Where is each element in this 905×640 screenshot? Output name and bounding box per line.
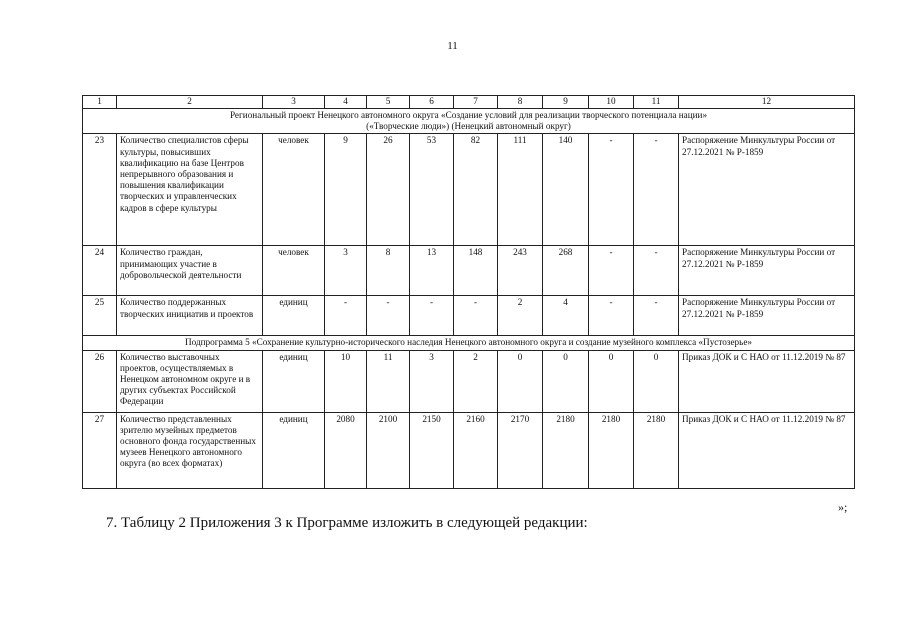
- instruction-paragraph: 7. Таблицу 2 Приложения 3 к Программе изложить в следующей редакции:: [106, 515, 588, 531]
- value-cell: 2080: [325, 412, 367, 488]
- value-cell: 4: [543, 296, 589, 336]
- value-cell: -: [325, 296, 367, 336]
- value-cell: 243: [498, 246, 543, 296]
- value-cell: 82: [454, 134, 498, 246]
- column-number: 5: [367, 96, 410, 109]
- value-cell: 9: [325, 134, 367, 246]
- indicator-name: Количество представленных зрителю музейных предметов основного фонда государственных музеев Ненецкого автономного округа (во всех форматах): [117, 412, 263, 488]
- value-cell: -: [589, 134, 634, 246]
- section-heading-line: Региональный проект Ненецкого автономного округа «Создание условий для реализации творческого потенциала нации»: [229, 110, 708, 120]
- value-cell: 13: [410, 246, 454, 296]
- section-row: [83, 109, 855, 134]
- indicator-name: Количество выставочных проектов, осуществляемых в Ненецком автономном округе и в других субъектах Российской Федерации: [117, 350, 263, 412]
- value-cell: 2160: [454, 412, 498, 488]
- value-cell: 2180: [589, 412, 634, 488]
- value-cell: 140: [543, 134, 589, 246]
- row-number: 27: [83, 412, 117, 488]
- source-document: Распоряжение Минкультуры России от 27.12.2021 № Р-1859: [679, 296, 855, 336]
- value-cell: 26: [367, 134, 410, 246]
- value-cell: 3: [410, 350, 454, 412]
- value-cell: 2: [498, 296, 543, 336]
- column-number: 8: [498, 96, 543, 109]
- table-row: [83, 412, 855, 488]
- section-heading-line: («Творческие люди») (Ненецкий автономный округ): [366, 121, 571, 132]
- column-number-row: [83, 96, 855, 109]
- unit: единиц: [263, 412, 325, 488]
- column-number: 7: [454, 96, 498, 109]
- section-heading: [83, 109, 855, 134]
- value-cell: 10: [325, 350, 367, 412]
- closing-quote: »;: [838, 500, 848, 514]
- column-number: 12: [679, 96, 855, 109]
- column-number: 9: [543, 96, 589, 109]
- unit: человек: [263, 246, 325, 296]
- column-number: 11: [634, 96, 679, 109]
- value-cell: -: [589, 296, 634, 336]
- unit: человек: [263, 134, 325, 246]
- table-row: [83, 350, 855, 412]
- value-cell: -: [367, 296, 410, 336]
- column-number: 10: [589, 96, 634, 109]
- value-cell: -: [454, 296, 498, 336]
- table-row: [83, 246, 855, 296]
- section-row: [83, 336, 855, 350]
- value-cell: 2170: [498, 412, 543, 488]
- column-number: 3: [263, 96, 325, 109]
- value-cell: 2150: [410, 412, 454, 488]
- value-cell: 0: [498, 350, 543, 412]
- column-number: 1: [83, 96, 117, 109]
- source-document: Распоряжение Минкультуры России от 27.12.2021 № Р-1859: [679, 134, 855, 246]
- section-heading: Подпрограмма 5 «Сохранение культурно-исторического наследия Ненецкого автономного округа и создание музейного комплекса «Пустозерье»: [83, 336, 855, 350]
- source-document: Приказ ДОК и С НАО от 11.12.2019 № 87: [679, 412, 855, 488]
- value-cell: 8: [367, 246, 410, 296]
- column-number: 4: [325, 96, 367, 109]
- value-cell: 148: [454, 246, 498, 296]
- table-row: [83, 296, 855, 336]
- value-cell: -: [410, 296, 454, 336]
- row-number: 25: [83, 296, 117, 336]
- table-row: [83, 134, 855, 246]
- value-cell: -: [634, 246, 679, 296]
- indicators-table: [82, 95, 855, 489]
- source-document: Приказ ДОК и С НАО от 11.12.2019 № 87: [679, 350, 855, 412]
- value-cell: 2180: [543, 412, 589, 488]
- unit: единиц: [263, 296, 325, 336]
- value-cell: 3: [325, 246, 367, 296]
- value-cell: -: [634, 134, 679, 246]
- value-cell: 53: [410, 134, 454, 246]
- page-number: 11: [447, 40, 458, 52]
- value-cell: -: [634, 296, 679, 336]
- value-cell: -: [589, 246, 634, 296]
- column-number: 6: [410, 96, 454, 109]
- value-cell: 268: [543, 246, 589, 296]
- row-number: 23: [83, 134, 117, 246]
- value-cell: 11: [367, 350, 410, 412]
- value-cell: 2180: [634, 412, 679, 488]
- indicator-name: Количество специалистов сферы культуры, повысивших квалификацию на базе Центров непрерывного образования и повышения квалификации творческих и управленческих кадров в сфере культуры: [117, 134, 263, 246]
- value-cell: 111: [498, 134, 543, 246]
- value-cell: 0: [543, 350, 589, 412]
- value-cell: 2100: [367, 412, 410, 488]
- row-number: 26: [83, 350, 117, 412]
- row-number: 24: [83, 246, 117, 296]
- value-cell: 2: [454, 350, 498, 412]
- source-document: Распоряжение Минкультуры России от 27.12.2021 № Р-1859: [679, 246, 855, 296]
- value-cell: 0: [634, 350, 679, 412]
- indicator-name: Количество поддержанных творческих инициатив и проектов: [117, 296, 263, 336]
- column-number: 2: [117, 96, 263, 109]
- value-cell: 0: [589, 350, 634, 412]
- unit: единиц: [263, 350, 325, 412]
- indicator-name: Количество граждан, принимающих участие в добровольческой деятельности: [117, 246, 263, 296]
